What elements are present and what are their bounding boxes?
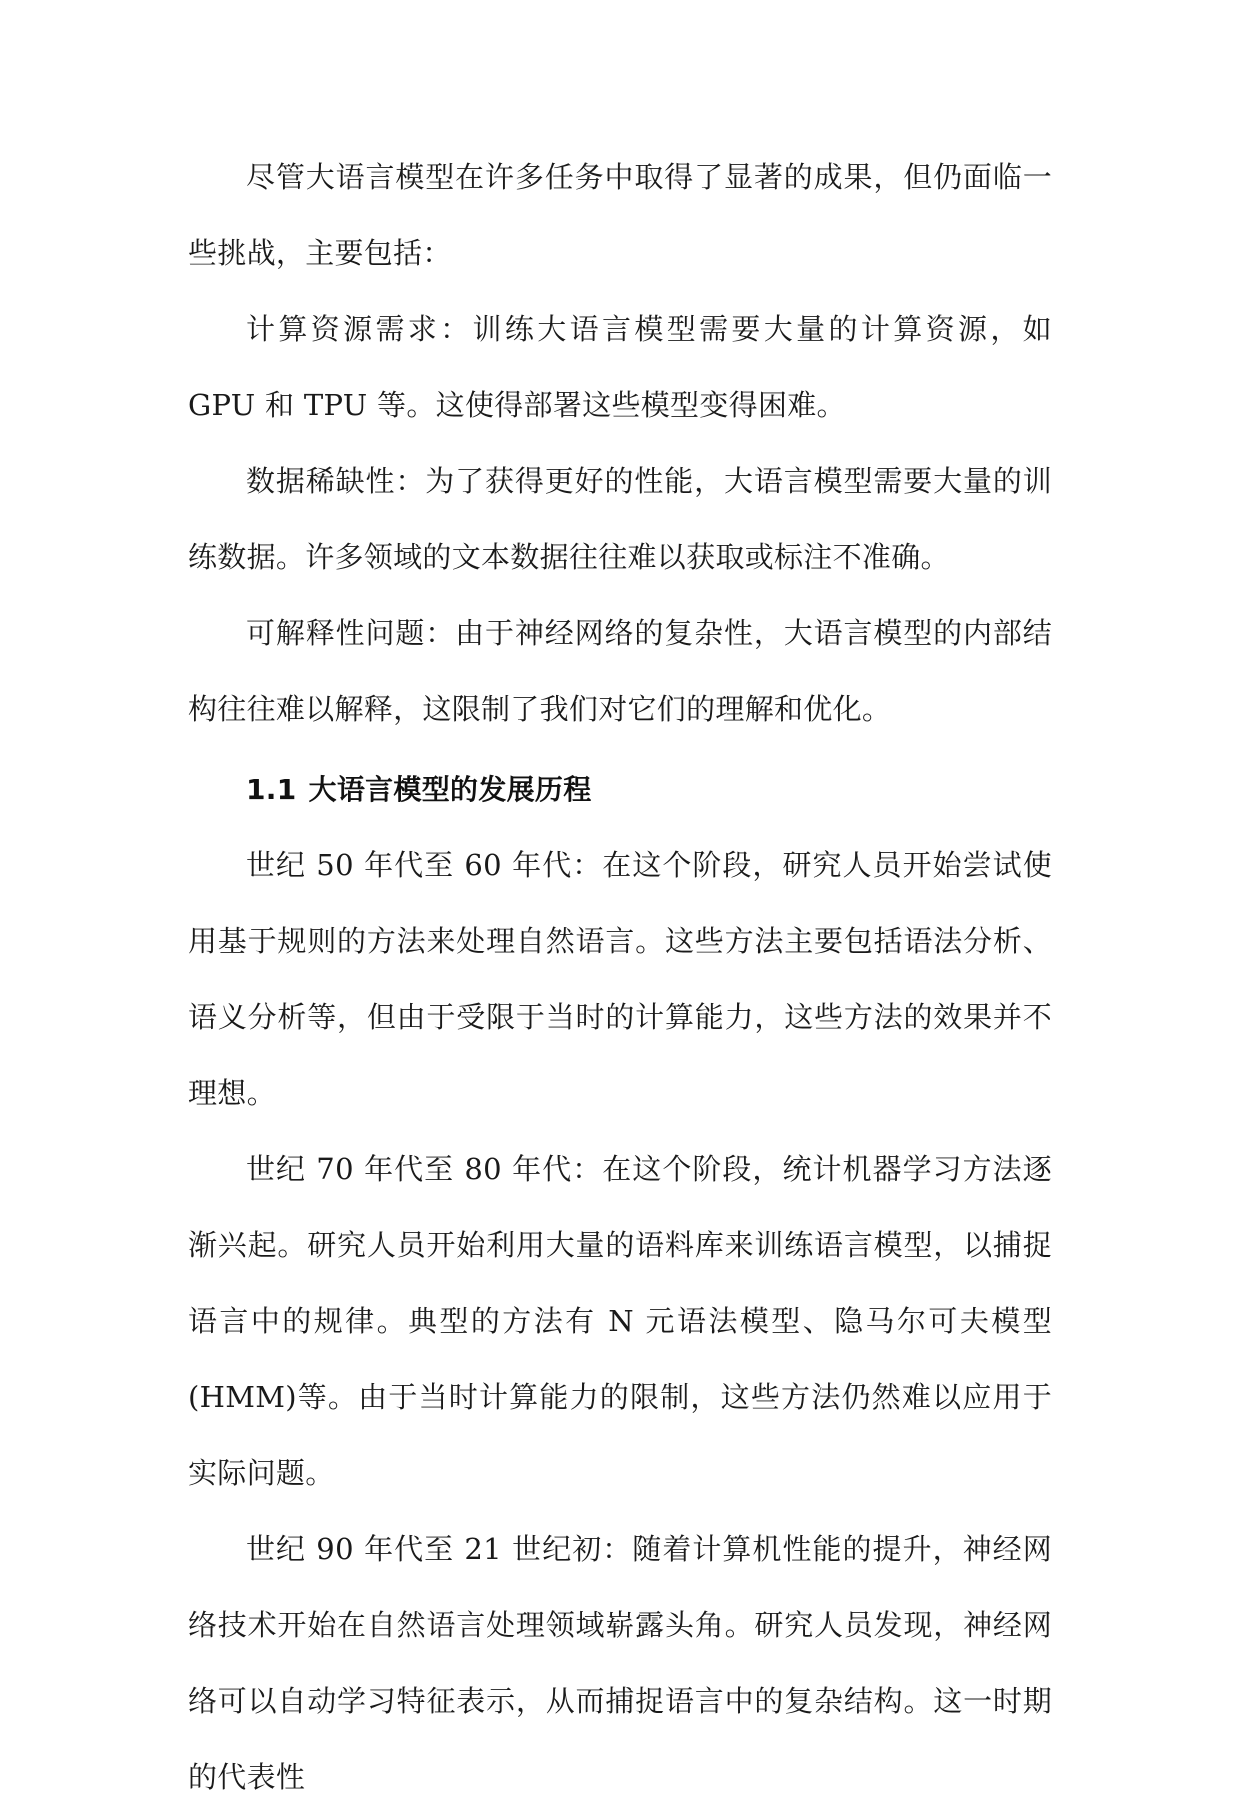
paragraph-1950s-1960s: 世纪 50 年代至 60 年代：在这个阶段，研究人员开始尝试使用基于规则的方法来处理自然语言。这些方法主要包括语法分析、语义分析等，但由于受限于当时的计算能力，这些方法的效果并不理想。 [188,848,1052,1110]
paragraph-data-scarcity: 数据稀缺性：为了获得更好的性能，大语言模型需要大量的训练数据。许多领域的文本数据往往难以获取或标注不准确。 [188,464,1052,574]
document-body [188,139,1052,1815]
paragraph-compute-resources: 计算资源需求：训练大语言模型需要大量的计算资源，如 GPU 和 TPU 等。这使得部署这些模型变得困难。 [188,312,1052,422]
paragraph-1970s-1980s: 世纪 70 年代至 80 年代：在这个阶段，统计机器学习方法逐渐兴起。研究人员开始利用大量的语料库来训练语言模型，以捕捉语言中的规律。典型的方法有 N 元语法模型、隐马尔可夫模型(HMM)等。由于当时计算能力的限制，这些方法仍然难以应用于实际问题。 [188,1152,1052,1490]
paragraph-challenges-intro: 尽管大语言模型在许多任务中取得了显著的成果，但仍面临一些挑战，主要包括： [188,160,1052,270]
section-number: 1.1 [246,773,297,806]
section-title: 大语言模型的发展历程 [308,773,592,806]
paragraph-interpretability: 可解释性问题：由于神经网络的复杂性，大语言模型的内部结构往往难以解释，这限制了我们对它们的理解和优化。 [188,616,1052,726]
section-heading [188,753,1052,827]
paragraph-1990s-2000s: 世纪 90 年代至 21 世纪初：随着计算机性能的提升，神经网络技术开始在自然语言处理领域崭露头角。研究人员发现，神经网络可以自动学习特征表示，从而捕捉语言中的复杂结构。这一时期的代表性 [188,1532,1052,1794]
